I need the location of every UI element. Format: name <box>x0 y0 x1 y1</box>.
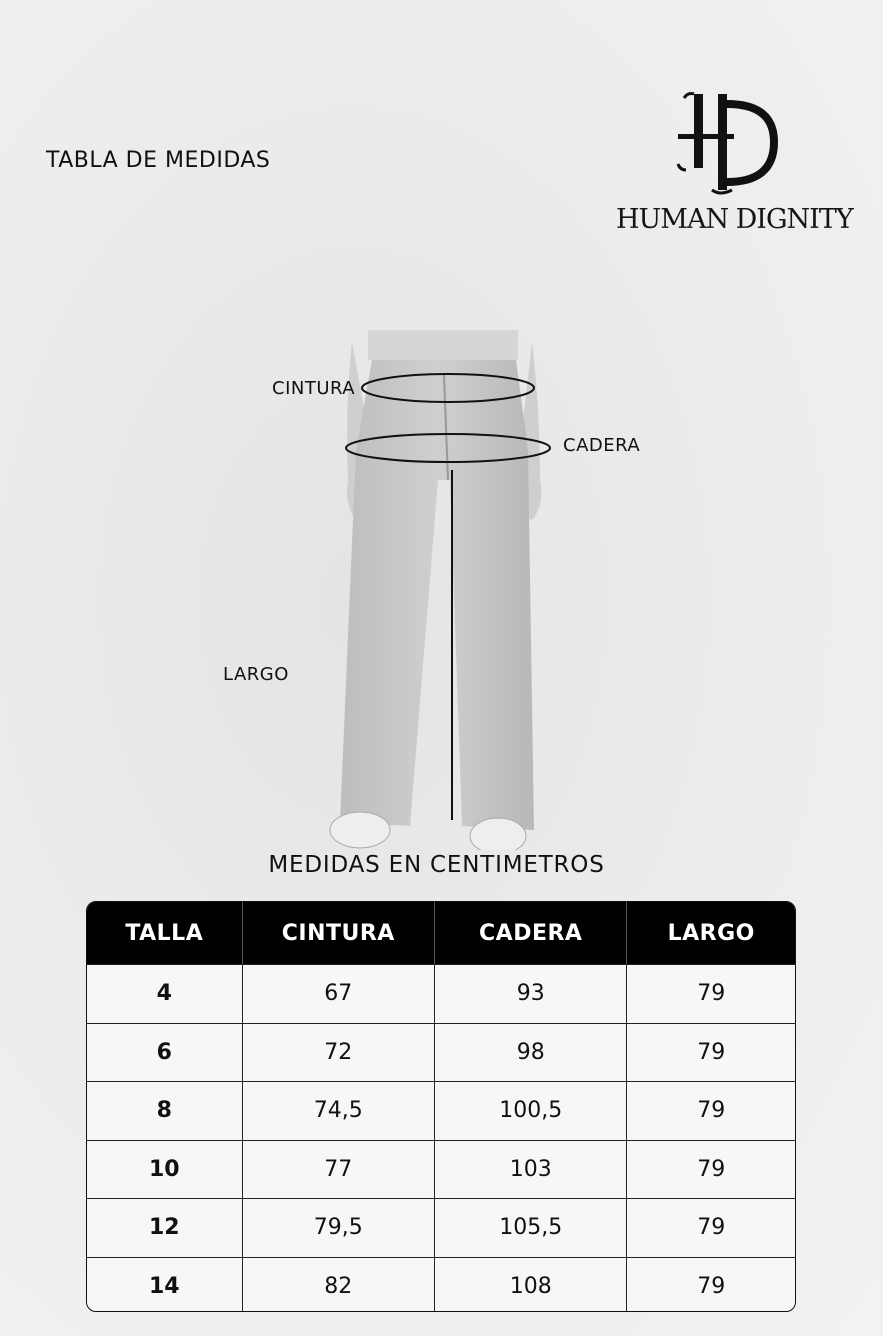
header-hip: CADERA <box>435 902 627 964</box>
cell-size: 14 <box>87 1258 243 1313</box>
table-row <box>87 964 795 1023</box>
cell-size: 6 <box>87 1024 243 1082</box>
cell-size: 12 <box>87 1199 243 1257</box>
table-row <box>87 1140 795 1199</box>
cell-waist: 74,5 <box>243 1082 435 1140</box>
jeans-measurement-diagram <box>0 330 883 850</box>
cell-hip: 103 <box>435 1141 627 1199</box>
hd-monogram-icon <box>674 86 784 198</box>
cell-waist: 72 <box>243 1024 435 1082</box>
cell-length: 79 <box>697 1273 726 1299</box>
table-header-row <box>87 902 795 964</box>
cell-size: 8 <box>87 1082 243 1140</box>
brand-logo <box>612 86 852 246</box>
cell-hip: 105,5 <box>435 1199 627 1257</box>
cell-length: 79 <box>697 1039 726 1065</box>
cell-size: 10 <box>87 1141 243 1199</box>
cell-hip: 98 <box>435 1024 627 1082</box>
cell-waist: 82 <box>243 1258 435 1313</box>
page-title: TABLA DE MEDIDAS <box>46 148 271 173</box>
cell-length: 79 <box>697 1098 726 1124</box>
cell-waist: 67 <box>243 965 435 1023</box>
brand-name: HUMAN DIGNITY <box>616 204 853 235</box>
units-subtitle: MEDIDAS EN CENTIMETROS <box>268 852 605 878</box>
cell-waist: 77 <box>243 1141 435 1199</box>
cell-length: 79 <box>697 1156 726 1182</box>
waist-label: CINTURA <box>272 378 356 399</box>
jeans-figure-icon <box>0 330 883 850</box>
table-row <box>87 1198 795 1257</box>
cell-waist: 79,5 <box>243 1199 435 1257</box>
table-row <box>87 1081 795 1140</box>
cell-length: 79 <box>697 981 726 1007</box>
table-row <box>87 1023 795 1082</box>
hip-label: CADERA <box>563 435 641 456</box>
cell-hip: 100,5 <box>435 1082 627 1140</box>
cell-hip: 93 <box>435 965 627 1023</box>
header-size: TALLA <box>87 902 243 964</box>
header-waist: CINTURA <box>243 902 435 964</box>
cell-hip: 108 <box>435 1258 627 1313</box>
length-label: LARGO <box>223 664 289 685</box>
table-row <box>87 1257 795 1313</box>
cell-size: 4 <box>87 965 243 1023</box>
size-table <box>86 901 796 1312</box>
cell-length: 79 <box>697 1215 726 1241</box>
header-length: LARGO <box>667 920 755 946</box>
